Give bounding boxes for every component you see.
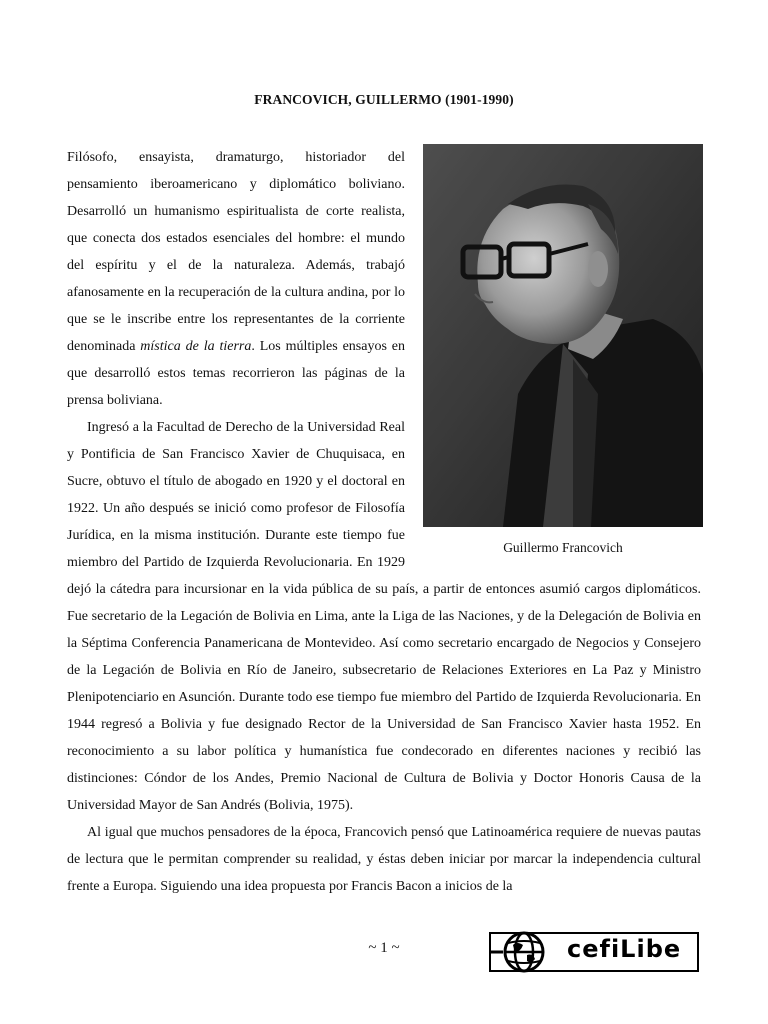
globe-icon: [505, 933, 543, 971]
paragraph-2: Ingresó a la Facultad de Derecho de la Universidad Real y Pontificia de San Francisco Xavier de Chuquisaca, en Sucre, obtuvo el título de abogado en 1920 y el doctoral en 1922. Un año después se inició como profesor de Filosofía Jurídica, en la misma institución. Durante este tiempo fue miembro del Partido de Izquierda Revolucionaria. En 1929 dejó la cátedra para incursionar en la vida pública de su país, a partir de entonces asumió cargos diplomáticos. Fue secretario de la Legación de Bolivia en Lima, ante la Liga de las Naciones, y de la Delegación de Bolivia en la Séptima Conferencia Panamericana de Montevideo. Así como secretario encargado de Negocios y Consejero de la Legación de Bolivia en Río de Janeiro, subsecretario de Relaciones Exteriores en La Paz y Ministro Plenipotenciario en Asunción. Durante todo ese tiempo fue miembro del Partido de Izquierda Revolucionaria. En 1944 regresó a Bolivia y fue designado Rector de la Universidad de San Francisco Xavier hasta 1952. En reconocimiento a su labor política y humanística fue condecorado en diferentes naciones y recibió las distinciones: Cóndor de los Andes, Premio Nacional de Cultura de Bolivia y Doctor Honoris Causa de la Universidad Mayor de San Andrés (Bolivia, 1975).: [67, 420, 701, 813]
document-title: FRANCOVICH, GUILLERMO (1901-1990): [254, 92, 514, 107]
paragraph-1-italic: mística de la tierra: [140, 339, 252, 354]
portrait-photo: [423, 144, 703, 527]
paragraph-3: Al igual que muchos pensadores de la época, Francovich pensó que Latinoamérica requiere de nuevas pautas de lectura que le permitan comprender su realidad, y éstas deben iniciar por marcar la independencia cultural frente a Europa. Siguiendo una idea propuesta por Francis Bacon a inicios de la: [67, 825, 701, 894]
figure-caption: Guillermo Francovich: [503, 540, 623, 555]
document-body: [67, 144, 701, 900]
portrait-figure: [423, 144, 703, 559]
paragraph-1-text-end: . Los múltiples ensayos en que desarrolló estos temas recorrieron las páginas de la prensa boliviana.: [67, 339, 405, 408]
paragraph-1-text: Filósofo, ensayista, dramaturgo, historiador del pensamiento iberoamericano y diplomático boliviano. Desarrolló un humanismo espiritualista de corte realista, que conecta dos estados esenciales del hombre: el mundo del espíritu y el de la naturaleza. Además, trabajó afanosamente en la recuperación de la cultura andina, por lo que se le inscribe entre los representantes de la corriente denominada: [67, 150, 405, 354]
page-number: ~ 1 ~: [368, 940, 400, 956]
logo-text: cefiLibe: [567, 935, 682, 963]
